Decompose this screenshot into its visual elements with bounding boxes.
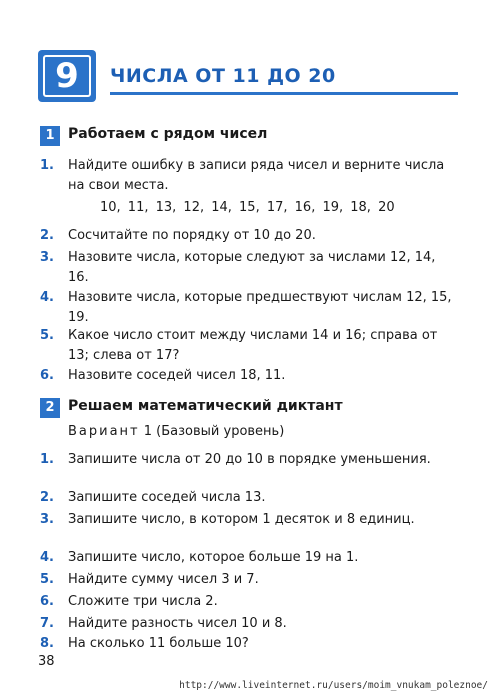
item-number: 3. [40,250,54,265]
item-number: 3. [40,512,54,527]
title-underline [110,92,458,95]
item-number: 6. [40,594,54,609]
chapter-number: 9 [43,55,91,97]
item-text: Найдите разность чисел 10 и 8. [68,616,287,631]
item-number: 7. [40,616,54,631]
item-number: 1. [40,452,54,467]
footer-url: http://www.liveinternet.ru/users/moim_vnukam_poleznoe/ [179,680,488,691]
item-number: 4. [40,550,54,565]
chapter-badge [38,50,96,102]
item-number: 5. [40,328,54,343]
item-number: 2. [40,228,54,243]
item-number: 6. [40,368,54,383]
item-number: 5. [40,572,54,587]
page-number: 38 [38,654,55,669]
variant-detail: 1 (Базовый уровень) [143,424,285,439]
section-1-number: 1 [40,126,60,146]
item-number: 8. [40,636,54,651]
item-text: Сложите три числа 2. [68,594,218,609]
item-text: Найдите сумму чисел 3 и 7. [68,572,259,587]
item-text: Запишите числа от 20 до 10 в порядке уменьшения. [68,452,431,467]
chapter-header [38,50,458,106]
item-text: Запишите соседей числа 13. [68,490,266,505]
item-text: На сколько 11 больше 10? [68,636,249,651]
item-text: Назовите соседей чисел 18, 11. [68,368,286,383]
variant-word: Вариант [68,424,140,439]
section-2-number: 2 [40,398,60,418]
item-text: Какое число стоит между числами 14 и 16; справа от 13; слева от 17? [68,328,438,363]
section-2-title: Решаем математический диктант [68,398,343,414]
item-number: 2. [40,490,54,505]
item-number: 1. [40,158,54,173]
item-text: Найдите ошибку в записи ряда чисел и верните числа на свои места. [68,158,445,193]
number-sequence: 10, 11, 13, 12, 14, 15, 17, 16, 19, 18, 20 [100,200,395,215]
item-number: 4. [40,290,54,305]
chapter-title: ЧИСЛА ОТ 11 ДО 20 [110,65,336,87]
item-text: Сосчитайте по порядку от 10 до 20. [68,228,316,243]
item-text: Назовите числа, которые предшествуют числам 12, 15, 19. [68,290,452,325]
section-1-title: Работаем с рядом чисел [68,126,268,142]
item-text: Запишите число, которое больше 19 на 1. [68,550,359,565]
variant-label [68,424,284,439]
item-text: Назовите числа, которые следуют за числами 12, 14, 16. [68,250,436,285]
item-text: Запишите число, в котором 1 десяток и 8 единиц. [68,512,415,527]
